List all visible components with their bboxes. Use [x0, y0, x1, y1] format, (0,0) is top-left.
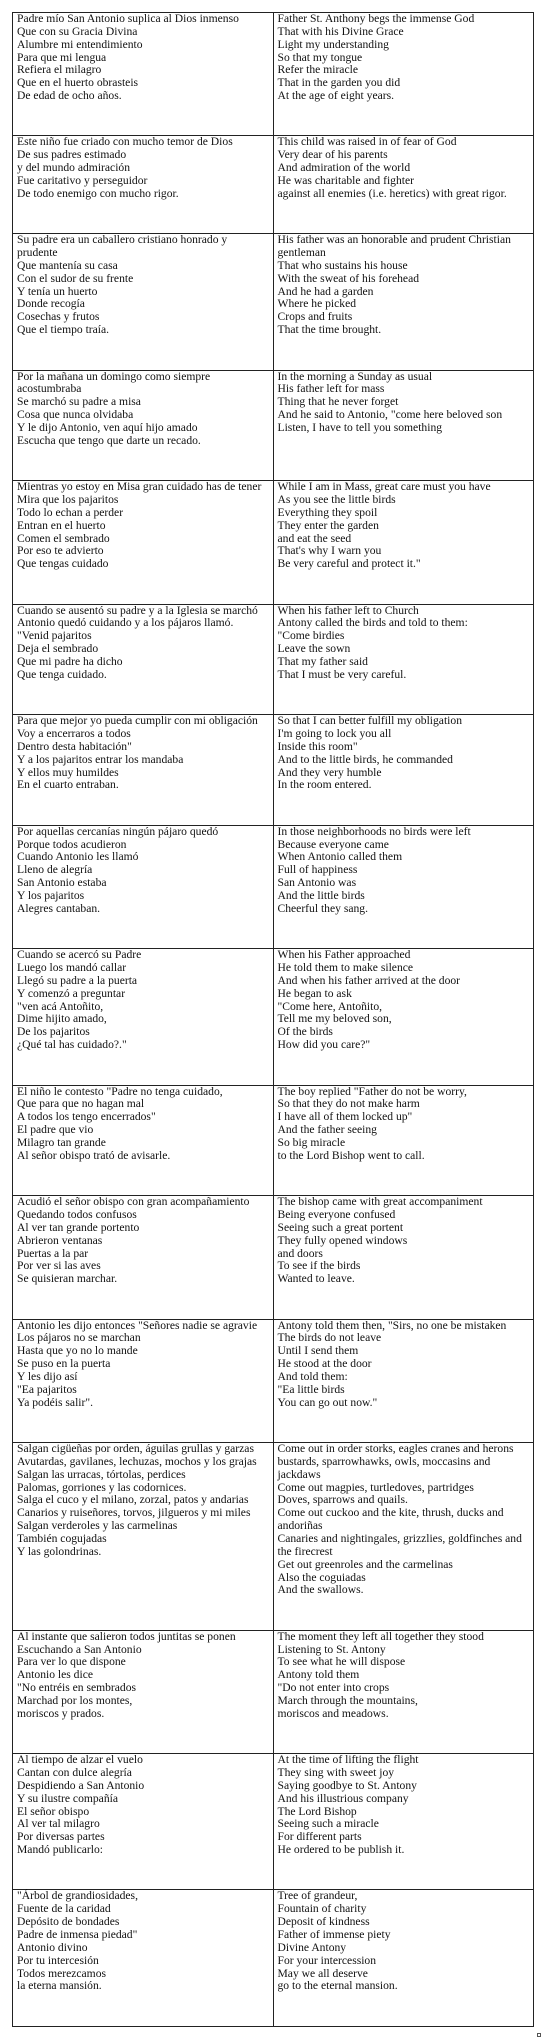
spanish-verse-line: Por aquellas cercanías ningún pájaro quedó	[17, 824, 219, 838]
english-verse-line: For your intercession	[277, 1953, 377, 1967]
spanish-verse-cell	[13, 1754, 274, 1890]
english-verse-line: How did you care?"	[277, 1038, 371, 1052]
stanza-row	[13, 1754, 534, 1890]
english-verse-line: "Do not enter into crops	[277, 1681, 390, 1695]
spanish-verse-line: Donde recogía	[17, 297, 85, 311]
spanish-verse-cell	[13, 1443, 274, 1631]
english-verse-line: They fully opened windows	[277, 1233, 408, 1247]
spanish-verse-line: El padre que vio	[17, 1123, 94, 1137]
spanish-verse-cell	[13, 1196, 274, 1319]
spanish-verse-line: Marchad por los montes,	[17, 1693, 133, 1707]
spanish-verse-line: Los pájaros no se marchan	[17, 1331, 141, 1345]
english-verse-line: moriscos and meadows.	[277, 1706, 389, 1720]
spanish-verse-line: Alegres cantaban.	[17, 901, 101, 915]
spanish-verse-line: Avutardas, gavilanes, lechuzas, mochos y los grajas	[17, 1454, 257, 1468]
english-verse-line: go to the eternal mansion.	[277, 1979, 398, 1993]
english-verse-cell	[273, 234, 534, 370]
spanish-verse-line: Salga el cuco y el milano, zorzal, patos y andarias	[17, 1493, 249, 1507]
english-verse-line: Antony told them then, "Sirs, no one be mistaken	[277, 1318, 507, 1332]
english-verse-cell	[273, 1196, 534, 1319]
spanish-verse-line: Padre mío San Antonio suplica al Dios inmenso	[17, 12, 239, 25]
spanish-verse-cell	[13, 1890, 274, 2026]
english-verse-line: The birds do not leave	[277, 1331, 382, 1345]
spanish-verse-line: Palomas, gorriones y las codornices.	[17, 1480, 187, 1494]
english-verse-line: So that they do not make harm	[277, 1097, 420, 1111]
spanish-verse-line: y del mundo admiración	[17, 161, 131, 175]
english-verse-line: He told them to make silence	[277, 961, 414, 975]
spanish-verse-cell	[13, 1085, 274, 1196]
english-verse-line: Come out cuckoo and the kite, thrush, ducks and andoriñas	[277, 1506, 504, 1533]
english-verse-line: to the Lord Bishop went to call.	[277, 1148, 425, 1162]
stanza-row	[13, 370, 534, 481]
english-verse-cell	[273, 1890, 534, 2026]
spanish-verse-line: Dentro desta habitación"	[17, 739, 132, 753]
english-verse-line: The bishop came with great accompaniment	[277, 1195, 483, 1209]
spanish-verse-line: Con el sudor de su frente	[17, 271, 134, 285]
spanish-verse-line: Antonio divino	[17, 1940, 88, 1954]
spanish-verse-line: Depósito de bondades	[17, 1915, 120, 1929]
stanza-row	[13, 1085, 534, 1196]
spanish-verse-line: Se quisieran marchar.	[17, 1272, 118, 1286]
spanish-verse-line: Dime hijito amado,	[17, 1012, 107, 1026]
stanza-row	[13, 1319, 534, 1442]
english-verse-line: They enter the garden	[277, 518, 379, 532]
spanish-verse-line: Antonio les dijo entonces "Señores nadie se agravie	[17, 1318, 258, 1332]
english-verse-line: In the morning a Sunday as usual	[277, 369, 433, 383]
english-verse-line: Thing that he never forget	[277, 395, 399, 409]
spanish-verse-line: Deja el sembrado	[17, 642, 99, 656]
english-verse-line: I'm going to lock you all	[277, 727, 392, 741]
english-verse-line: And to the little birds, he commanded	[277, 752, 453, 766]
spanish-verse-line: Canarios y ruiseñores, torvos, jilgueros y mi miles	[17, 1506, 251, 1520]
english-verse-line: And he said to Antonio, "come here beloved son	[277, 408, 503, 422]
spanish-verse-line: Por eso te advierto	[17, 544, 104, 558]
english-verse-line: Seeing such a miracle	[277, 1817, 379, 1831]
spanish-verse-line: Que en el huerto obrasteis	[17, 76, 139, 90]
spanish-verse-line: Su padre era un caballero cristiano honrado y prudente	[17, 233, 228, 260]
english-verse-line: That in the garden you did	[277, 76, 401, 90]
english-verse-cell	[273, 481, 534, 604]
stanza-row	[13, 481, 534, 604]
spanish-verse-line: Al ver tan grande portento	[17, 1220, 140, 1234]
english-verse-line: Father St. Anthony begs the immense God	[277, 12, 475, 25]
english-verse-line: His father left for mass	[277, 382, 385, 396]
english-verse-line: Cheerful they sang.	[277, 901, 368, 915]
spanish-verse-cell	[13, 825, 274, 948]
spanish-verse-line: Por ver si las aves	[17, 1259, 101, 1273]
spanish-verse-line: Cuando se acercó su Padre	[17, 948, 142, 962]
english-verse-line: bustards, sparrowhawks, owls, moccasins and jackdaws	[277, 1454, 491, 1481]
spanish-verse-line: Fuente de la caridad	[17, 1902, 111, 1916]
english-verse-line: For different parts	[277, 1830, 362, 1844]
stanza-row	[13, 604, 534, 715]
spanish-verse-line: Que con su Gracia Divina	[17, 24, 138, 38]
spanish-verse-line: Antonio quedó cuidando y a los pájaros llamó.	[17, 616, 234, 630]
english-verse-cell	[273, 1085, 534, 1196]
english-verse-line: Listening to St. Antony	[277, 1642, 386, 1656]
english-verse-cell	[273, 604, 534, 715]
spanish-verse-line: Milagro tan grande	[17, 1135, 106, 1149]
spanish-verse-line: Entran en el huerto	[17, 518, 106, 532]
english-verse-cell	[273, 1630, 534, 1753]
english-verse-line: I have all of them locked up"	[277, 1110, 413, 1124]
poem-table-body	[13, 13, 534, 2027]
english-verse-line: Come out magpies, turtledoves, partridges	[277, 1480, 474, 1494]
spanish-verse-line: Refiera el milagro	[17, 63, 102, 77]
english-verse-line: Being everyone confused	[277, 1208, 396, 1221]
english-verse-line: The moment they left all together they stood	[277, 1629, 484, 1643]
spanish-verse-line: El señor obispo	[17, 1804, 90, 1818]
english-verse-line: While I am in Mass, great care must you have	[277, 480, 491, 494]
english-verse-cell	[273, 1319, 534, 1442]
spanish-verse-line: En el cuarto entraban.	[17, 778, 119, 792]
spanish-verse-line: Escuchando a San Antonio	[17, 1642, 142, 1656]
english-verse-line: The Lord Bishop	[277, 1804, 357, 1818]
paragraph-end-mark	[537, 2033, 541, 2037]
english-verse-line: So big miracle	[277, 1135, 346, 1149]
spanish-verse-line: Todo lo echan a perder	[17, 505, 124, 519]
spanish-verse-line: El niño le contesto "Padre no tenga cuidado,	[17, 1084, 223, 1098]
spanish-verse-line: Cuando Antonio les llamó	[17, 850, 139, 864]
english-verse-line: Deposit of kindness	[277, 1915, 370, 1929]
spanish-verse-line: Por diversas partes	[17, 1830, 105, 1844]
english-verse-line: Come out in order storks, eagles cranes and herons	[277, 1442, 514, 1456]
spanish-verse-cell	[13, 481, 274, 604]
spanish-verse-line: Cosa que nunca olvidaba	[17, 408, 134, 422]
english-verse-cell	[273, 825, 534, 948]
spanish-verse-line: Salgan las urracas, tórtolas, perdices	[17, 1467, 186, 1481]
english-verse-line: At the age of eight years.	[277, 89, 395, 103]
spanish-verse-line: A todos los tengo encerrados"	[17, 1110, 156, 1124]
spanish-verse-line: Mira que los pajaritos	[17, 492, 119, 506]
spanish-verse-line: Despidiendo a San Antonio	[17, 1778, 145, 1792]
stanza-row	[13, 136, 534, 234]
spanish-verse-line: Que mi padre ha dicho	[17, 654, 123, 668]
english-verse-cell	[273, 949, 534, 1085]
english-verse-line: So that I can better fulfill my obligation	[277, 714, 462, 728]
spanish-verse-line: Por tu intercesión	[17, 1953, 99, 1967]
english-verse-line: Seeing such a great portent	[277, 1220, 404, 1234]
spanish-verse-line: "ven acá Antoñito,	[17, 999, 104, 1013]
spanish-verse-line: Este niño fue criado con mucho temor de Dios	[17, 135, 233, 149]
spanish-verse-cell	[13, 13, 274, 136]
spanish-verse-line: Al señor obispo trató de avisarle.	[17, 1148, 171, 1162]
spanish-verse-line: Y su ilustre compañía	[17, 1791, 118, 1805]
english-verse-line: Doves, sparrows and quails.	[277, 1493, 408, 1507]
english-verse-line: And he had a garden	[277, 284, 374, 298]
english-verse-line: Antony told them	[277, 1668, 360, 1682]
english-verse-line: With the sweat of his forehead	[277, 271, 420, 285]
english-verse-line: And they very humble	[277, 765, 382, 779]
stanza-row	[13, 1196, 534, 1319]
stanza-row	[13, 825, 534, 948]
english-verse-line: And the swallows.	[277, 1583, 364, 1597]
english-verse-line: He was charitable and fighter	[277, 173, 414, 187]
spanish-verse-line: Al instante que salieron todos juntitas se ponen	[17, 1629, 236, 1643]
spanish-verse-line: "Ea pajaritos	[17, 1382, 77, 1396]
spanish-verse-line: Que el tiempo traía.	[17, 323, 110, 337]
english-verse-line: Be very careful and protect it."	[277, 557, 421, 571]
spanish-verse-cell	[13, 1630, 274, 1753]
spanish-verse-line: Para que mejor yo pueda cumplir con mi obligación	[17, 714, 258, 728]
spanish-verse-line: Y les dijo así	[17, 1369, 78, 1383]
spanish-verse-line: Al tiempo de alzar el vuelo	[17, 1753, 143, 1767]
spanish-verse-line: Padre de inmensa piedad"	[17, 1928, 138, 1942]
stanza-row	[13, 1630, 534, 1753]
spanish-verse-line: Ya podéis salir".	[17, 1395, 94, 1409]
english-verse-line: That I must be very careful.	[277, 667, 407, 681]
spanish-verse-line: Y las golondrinas.	[17, 1544, 102, 1558]
english-verse-line: Also the coguiadas	[277, 1570, 366, 1584]
spanish-verse-line: Se marchó su padre a misa	[17, 395, 141, 409]
spanish-verse-line: Al ver tal milagro	[17, 1817, 100, 1831]
english-verse-line: He stood at the door	[277, 1357, 372, 1371]
spanish-verse-cell	[13, 604, 274, 715]
spanish-verse-line: Que tenga cuidado.	[17, 667, 107, 681]
english-verse-line: Everything they spoil	[277, 505, 378, 519]
spanish-verse-line: Salgan cigüeñas por orden, águilas grullas y garzas	[17, 1442, 254, 1456]
english-verse-line: "Ea little birds	[277, 1382, 345, 1396]
stanza-row	[13, 1443, 534, 1631]
spanish-verse-line: También cogujadas	[17, 1531, 107, 1545]
english-verse-line: Saying goodbye to St. Antony	[277, 1778, 417, 1792]
spanish-verse-cell	[13, 949, 274, 1085]
english-verse-line: Wanted to leave.	[277, 1272, 355, 1286]
bilingual-poem-table	[12, 12, 534, 2027]
english-verse-line: And told them:	[277, 1369, 348, 1383]
english-verse-line: Crops and fruits	[277, 310, 353, 324]
stanza-row	[13, 13, 534, 136]
english-verse-line: He began to ask	[277, 986, 352, 1000]
spanish-verse-line: Se puso en la puerta	[17, 1357, 111, 1371]
english-verse-line: Fountain of charity	[277, 1902, 367, 1916]
english-verse-line: and doors	[277, 1246, 323, 1260]
english-verse-line: Divine Antony	[277, 1940, 347, 1954]
english-verse-line: And the father seeing	[277, 1123, 377, 1137]
english-verse-line: Very dear of his parents	[277, 148, 388, 162]
english-verse-cell	[273, 370, 534, 481]
stanza-row	[13, 234, 534, 370]
english-verse-line: That the time brought.	[277, 323, 382, 337]
spanish-verse-line: Todos merezcamos	[17, 1966, 107, 1980]
spanish-verse-cell	[13, 234, 274, 370]
spanish-verse-line: "Árbol de grandiosidades,	[17, 1889, 138, 1903]
spanish-verse-line: Alumbre mi entendimiento	[17, 37, 143, 51]
english-verse-line: Father of immense piety	[277, 1928, 391, 1942]
english-verse-line: To see what he will dispose	[277, 1655, 406, 1669]
english-verse-line: Of the birds	[277, 1025, 333, 1039]
spanish-verse-line: Cantan con dulce alegría	[17, 1766, 132, 1780]
spanish-verse-line: Salgan verderoles y las carmelinas	[17, 1519, 178, 1533]
english-verse-line: And when his father arrived at the door	[277, 973, 461, 987]
spanish-verse-line: Luego los mandó callar	[17, 961, 127, 975]
english-verse-line: At the time of lifting the flight	[277, 1753, 419, 1767]
spanish-verse-line: la eterna mansión.	[17, 1979, 102, 1993]
english-verse-line: As you see the little birds	[277, 492, 396, 506]
english-verse-line: Leave the sown	[277, 642, 351, 656]
english-verse-line: And the little birds	[277, 889, 365, 903]
spanish-verse-line: Por la mañana un domingo como siempre acostumbraba	[17, 369, 211, 396]
english-verse-line: against all enemies (i.e. heretics) with great rigor.	[277, 186, 507, 200]
english-verse-line: And his illustrious company	[277, 1791, 409, 1805]
spanish-verse-line: Y comenzó a preguntar	[17, 986, 126, 1000]
english-verse-line: May we all deserve	[277, 1966, 368, 1980]
english-verse-line: In the room entered.	[277, 778, 372, 792]
spanish-verse-cell	[13, 370, 274, 481]
spanish-verse-line: De edad de ocho años.	[17, 89, 122, 103]
spanish-verse-line: Voy a encerraros a todos	[17, 727, 131, 741]
spanish-verse-line: Antonio les dice	[17, 1668, 93, 1682]
spanish-verse-line: De los pajaritos	[17, 1025, 90, 1039]
spanish-verse-line: Quedando todos confusos	[17, 1208, 137, 1221]
spanish-verse-line: Que para que no hagan mal	[17, 1097, 145, 1111]
spanish-verse-line: moriscos y prados.	[17, 1706, 105, 1720]
spanish-verse-line: Y le dijo Antonio, ven aquí hijo amado	[17, 420, 198, 434]
spanish-verse-line: Y ellos muy humildes	[17, 765, 119, 779]
spanish-verse-line: Lleno de alegría	[17, 863, 93, 877]
spanish-verse-line: "Venid pajaritos	[17, 629, 92, 643]
english-verse-line: This child was raised in of fear of God	[277, 135, 457, 149]
english-verse-line: March through the mountains,	[277, 1693, 418, 1707]
spanish-verse-line: De sus padres estimado	[17, 148, 127, 162]
english-verse-line: That's why I warn you	[277, 544, 382, 558]
english-verse-line: That with his Divine Grace	[277, 24, 404, 38]
spanish-verse-line: Cosechas y frutos	[17, 310, 100, 324]
spanish-verse-cell	[13, 1319, 274, 1442]
english-verse-line: Tree of grandeur,	[277, 1889, 358, 1903]
spanish-verse-line: Que tengas cuidado	[17, 557, 109, 571]
english-verse-line: Antony called the birds and told to them:	[277, 616, 468, 630]
english-verse-cell	[273, 136, 534, 234]
english-verse-line: "Come birdies	[277, 629, 345, 643]
spanish-verse-cell	[13, 136, 274, 234]
english-verse-line: Because everyone came	[277, 837, 389, 851]
spanish-verse-line: Para que mi lengua	[17, 50, 107, 64]
english-verse-line: Refer the miracle	[277, 63, 358, 77]
english-verse-line: That my father said	[277, 654, 368, 668]
english-verse-line: When Antonio called them	[277, 850, 403, 864]
spanish-verse-line: Que mantenía su casa	[17, 258, 118, 272]
english-verse-line: and eat the seed	[277, 531, 352, 545]
english-verse-cell	[273, 1754, 534, 1890]
spanish-verse-cell	[13, 715, 274, 826]
spanish-verse-line: De todo enemigo con mucho rigor.	[17, 186, 179, 200]
english-verse-line: He ordered to be publish it.	[277, 1843, 405, 1857]
english-verse-line: Get out greenroles and the carmelinas	[277, 1557, 453, 1571]
spanish-verse-line: Abrieron ventanas	[17, 1233, 103, 1247]
english-verse-line: That who sustains his house	[277, 258, 408, 272]
stanza-row	[13, 1890, 534, 2026]
spanish-verse-line: Acudió el señor obispo con gran acompañamiento	[17, 1195, 250, 1209]
spanish-verse-line: Comen el sembrado	[17, 531, 110, 545]
spanish-verse-line: Llegó su padre a la puerta	[17, 973, 138, 987]
english-verse-line: "Come here, Antoñito,	[277, 999, 383, 1013]
english-verse-line: And admiration of the world	[277, 161, 411, 175]
spanish-verse-line: Y a los pajaritos entrar los mandaba	[17, 752, 184, 766]
spanish-verse-line: San Antonio estaba	[17, 876, 107, 890]
stanza-row	[13, 715, 534, 826]
spanish-verse-line: Y tenía un huerto	[17, 284, 98, 298]
stanza-row	[13, 949, 534, 1085]
spanish-verse-line: Y los pajaritos	[17, 889, 85, 903]
spanish-verse-line: "No entréis en sembrados	[17, 1681, 137, 1695]
english-verse-line: Where he picked	[277, 297, 357, 311]
spanish-verse-line: Para ver lo que dispone	[17, 1655, 126, 1669]
spanish-verse-line: Fue caritativo y perseguidor	[17, 173, 148, 187]
spanish-verse-line: Mandó publicarlo:	[17, 1843, 103, 1857]
spanish-verse-line: Porque todos acudieron	[17, 837, 127, 851]
english-verse-line: You can go out now."	[277, 1395, 378, 1409]
spanish-verse-line: Escucha que tengo que darte un recado.	[17, 433, 201, 447]
english-verse-line: They sing with sweet joy	[277, 1766, 395, 1780]
english-verse-line: Until I send them	[277, 1344, 359, 1358]
english-verse-line: In those neighborhoods no birds were left	[277, 824, 471, 838]
english-verse-line: Tell me my beloved son,	[277, 1012, 392, 1026]
spanish-verse-line: Mientras yo estoy en Misa gran cuidado has de tener	[17, 480, 262, 494]
spanish-verse-line: Hasta que yo no lo mande	[17, 1344, 138, 1358]
english-verse-line: The boy replied "Father do not be worry,	[277, 1084, 467, 1098]
english-verse-cell	[273, 1443, 534, 1631]
english-verse-line: So that my tongue	[277, 50, 363, 64]
english-verse-line: Light my understanding	[277, 37, 389, 51]
english-verse-line: When his Father approached	[277, 948, 411, 962]
english-verse-cell	[273, 13, 534, 136]
english-verse-line: His father was an honorable and prudent Christian gentleman	[277, 233, 511, 260]
english-verse-cell	[273, 715, 534, 826]
spanish-verse-line: Cuando se ausentó su padre y a la Iglesia se marchó	[17, 603, 258, 617]
english-verse-line: Canaries and nightingales, grizzlies, goldfinches and the firecrest	[277, 1531, 522, 1558]
english-verse-line: Listen, I have to tell you something	[277, 420, 443, 434]
english-verse-line: Inside this room"	[277, 739, 358, 753]
english-verse-line: To see if the birds	[277, 1259, 361, 1273]
spanish-verse-line: Puertas a la par	[17, 1246, 89, 1260]
english-verse-line: When his father left to Church	[277, 603, 419, 617]
english-verse-line: San Antonio was	[277, 876, 357, 890]
spanish-verse-line: ¿Qué tal has cuidado?."	[17, 1038, 127, 1052]
english-verse-line: Full of happiness	[277, 863, 358, 877]
